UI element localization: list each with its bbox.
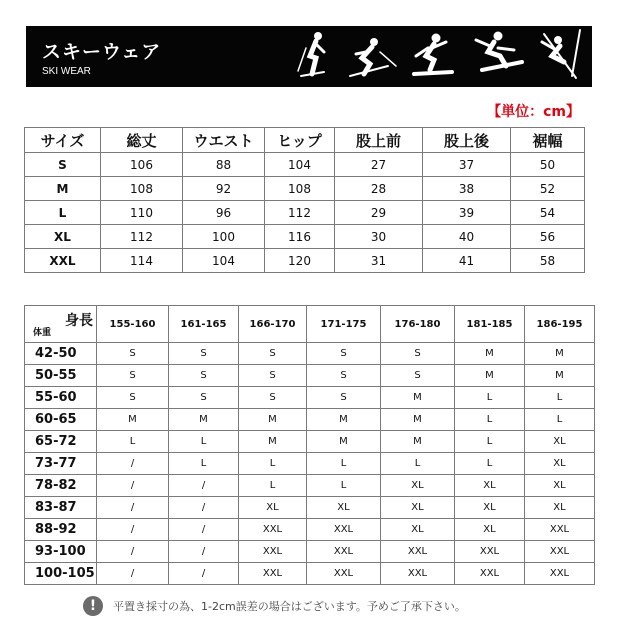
recommended-size-cell: L [239, 453, 307, 475]
recommended-size-cell: / [169, 541, 239, 563]
table-row [25, 365, 595, 387]
recommended-size-cell: XL [455, 497, 525, 519]
size-table [24, 127, 585, 273]
measurement-cell: 114 [101, 249, 183, 273]
table-row [25, 497, 595, 519]
table-row [25, 519, 595, 541]
recommended-size-cell: M [307, 409, 381, 431]
weight-range: 65-72 [25, 431, 97, 453]
recommended-size-cell: L [455, 453, 525, 475]
recommended-size-cell: XL [525, 497, 595, 519]
measurement-cell: 108 [265, 177, 335, 201]
measurement-cell: 108 [101, 177, 183, 201]
measurement-cell: 112 [265, 201, 335, 225]
weight-range: 60-65 [25, 409, 97, 431]
fit-table-corner [25, 306, 97, 343]
recommended-size-cell: S [239, 365, 307, 387]
recommended-size-cell: XL [525, 453, 595, 475]
recommended-size-cell: XL [455, 475, 525, 497]
measurement-cell: 104 [265, 153, 335, 177]
corner-height-label: 身長 [65, 313, 93, 329]
recommended-size-cell: L [525, 387, 595, 409]
recommended-size-cell: L [455, 431, 525, 453]
recommended-size-cell: S [307, 343, 381, 365]
height-range: 186-195 [525, 306, 595, 343]
recommended-size-cell: XXL [307, 519, 381, 541]
recommended-size-cell: XXL [239, 519, 307, 541]
size-table-header [25, 128, 585, 153]
measurement-cell: 88 [183, 153, 265, 177]
recommended-size-cell: L [455, 387, 525, 409]
recommended-size-cell: M [455, 365, 525, 387]
measurement-cell: 56 [511, 225, 585, 249]
table-row [25, 177, 585, 201]
recommended-size-cell: / [169, 563, 239, 585]
recommended-size-cell: / [97, 563, 169, 585]
recommended-size-cell: L [381, 453, 455, 475]
recommended-size-cell: XL [525, 431, 595, 453]
weight-range: 78-82 [25, 475, 97, 497]
header-back-rise: 股上後 [423, 128, 511, 153]
size-label: XL [25, 225, 101, 249]
recommended-size-cell: XL [525, 475, 595, 497]
weight-range: 88-92 [25, 519, 97, 541]
corner-weight-label: 体重 [33, 328, 52, 338]
recommended-size-cell: L [307, 453, 381, 475]
measurement-cell: 100 [183, 225, 265, 249]
recommended-size-cell: / [97, 519, 169, 541]
weight-range: 55-60 [25, 387, 97, 409]
recommended-size-cell: M [239, 409, 307, 431]
measurement-cell: 116 [265, 225, 335, 249]
header-waist: ウエスト [183, 128, 265, 153]
table-row [25, 431, 595, 453]
banner-subtitle: SKI WEAR [42, 66, 91, 77]
weight-range: 73-77 [25, 453, 97, 475]
measurement-cell: 92 [183, 177, 265, 201]
recommended-size-cell: S [381, 343, 455, 365]
recommended-size-cell: XL [381, 519, 455, 541]
recommended-size-cell: S [97, 387, 169, 409]
height-range: 166-170 [239, 306, 307, 343]
recommended-size-cell: XL [307, 497, 381, 519]
measurement-cell: 30 [335, 225, 423, 249]
fit-table-header [25, 306, 595, 343]
recommended-size-cell: / [97, 453, 169, 475]
weight-range: 83-87 [25, 497, 97, 519]
table-row [25, 249, 585, 273]
recommended-size-cell: / [97, 541, 169, 563]
recommended-size-cell: XL [455, 519, 525, 541]
weight-range: 100-105 [25, 563, 97, 585]
recommended-size-cell: / [169, 475, 239, 497]
measurement-cell: 31 [335, 249, 423, 273]
table-row [25, 541, 595, 563]
recommended-size-cell: L [97, 431, 169, 453]
table-row [25, 201, 585, 225]
recommended-size-cell: S [97, 343, 169, 365]
size-label: XXL [25, 249, 101, 273]
recommended-size-cell: / [97, 497, 169, 519]
measurement-cell: 112 [101, 225, 183, 249]
recommended-size-cell: L [307, 475, 381, 497]
measurement-cell: 40 [423, 225, 511, 249]
recommended-size-cell: / [169, 519, 239, 541]
table-row [25, 387, 595, 409]
measurement-cell: 120 [265, 249, 335, 273]
recommended-size-cell: XL [381, 497, 455, 519]
recommended-size-cell: M [381, 409, 455, 431]
table-row [25, 409, 595, 431]
height-range: 155-160 [97, 306, 169, 343]
recommended-size-cell: S [381, 365, 455, 387]
recommended-size-cell: M [307, 431, 381, 453]
size-label: M [25, 177, 101, 201]
recommended-size-cell: S [169, 365, 239, 387]
header-front-rise: 股上前 [335, 128, 423, 153]
header-size: サイズ [25, 128, 101, 153]
measurement-cell: 58 [511, 249, 585, 273]
banner [26, 26, 592, 87]
height-range: 171-175 [307, 306, 381, 343]
weight-range: 42-50 [25, 343, 97, 365]
measurement-cell: 106 [101, 153, 183, 177]
recommended-size-cell: L [169, 431, 239, 453]
weight-range: 93-100 [25, 541, 97, 563]
unit-label: 【単位：cm】 [487, 104, 580, 120]
recommended-size-cell: M [239, 431, 307, 453]
recommended-size-cell: XXL [455, 563, 525, 585]
measurement-cell: 27 [335, 153, 423, 177]
header-hip: ヒップ [265, 128, 335, 153]
recommended-size-cell: XXL [381, 563, 455, 585]
recommended-size-cell: XXL [307, 563, 381, 585]
measurement-cell: 28 [335, 177, 423, 201]
measurement-cell: 41 [423, 249, 511, 273]
header-hem-width: 裾幅 [511, 128, 585, 153]
exclamation-icon: ! [83, 596, 103, 616]
recommended-size-cell: S [307, 365, 381, 387]
recommended-size-cell: S [169, 387, 239, 409]
recommended-size-cell: S [169, 343, 239, 365]
height-range: 161-165 [169, 306, 239, 343]
measurement-cell: 96 [183, 201, 265, 225]
recommended-size-cell: S [239, 343, 307, 365]
recommended-size-cell: XXL [307, 541, 381, 563]
recommended-size-cell: / [97, 475, 169, 497]
banner-title: スキーウェア [42, 41, 162, 63]
recommended-size-cell: XL [381, 475, 455, 497]
recommended-size-cell: L [525, 409, 595, 431]
weight-range: 50-55 [25, 365, 97, 387]
recommended-size-cell: M [525, 365, 595, 387]
height-range: 176-180 [381, 306, 455, 343]
table-row [25, 563, 595, 585]
recommended-size-cell: S [307, 387, 381, 409]
skier-silhouettes-icon [276, 26, 592, 87]
recommended-size-cell: S [239, 387, 307, 409]
recommended-size-cell: XXL [381, 541, 455, 563]
notice [83, 594, 466, 618]
fit-table [24, 305, 595, 585]
recommended-size-cell: M [525, 343, 595, 365]
height-range: 181-185 [455, 306, 525, 343]
table-row [25, 225, 585, 249]
recommended-size-cell: XXL [525, 563, 595, 585]
recommended-size-cell: M [97, 409, 169, 431]
recommended-size-cell: M [169, 409, 239, 431]
table-row [25, 343, 595, 365]
recommended-size-cell: L [239, 475, 307, 497]
size-label: S [25, 153, 101, 177]
measurement-cell: 54 [511, 201, 585, 225]
recommended-size-cell: M [455, 343, 525, 365]
measurement-cell: 110 [101, 201, 183, 225]
recommended-size-cell: M [381, 431, 455, 453]
recommended-size-cell: M [381, 387, 455, 409]
recommended-size-cell: L [169, 453, 239, 475]
recommended-size-cell: XL [239, 497, 307, 519]
measurement-cell: 52 [511, 177, 585, 201]
measurement-cell: 29 [335, 201, 423, 225]
measurement-cell: 37 [423, 153, 511, 177]
recommended-size-cell: / [169, 497, 239, 519]
recommended-size-cell: XXL [455, 541, 525, 563]
measurement-cell: 38 [423, 177, 511, 201]
measurement-cell: 50 [511, 153, 585, 177]
table-row [25, 475, 595, 497]
recommended-size-cell: L [455, 409, 525, 431]
recommended-size-cell: XXL [525, 541, 595, 563]
recommended-size-cell: XXL [239, 563, 307, 585]
recommended-size-cell: XXL [525, 519, 595, 541]
measurement-cell: 104 [183, 249, 265, 273]
notice-text: 平置き採寸の為、1-2cm誤差の場合はございます。予めご了承下さい。 [113, 600, 466, 613]
header-total-length: 総丈 [101, 128, 183, 153]
measurement-cell: 39 [423, 201, 511, 225]
recommended-size-cell: S [97, 365, 169, 387]
size-label: L [25, 201, 101, 225]
table-row [25, 153, 585, 177]
table-row [25, 453, 595, 475]
recommended-size-cell: XXL [239, 541, 307, 563]
